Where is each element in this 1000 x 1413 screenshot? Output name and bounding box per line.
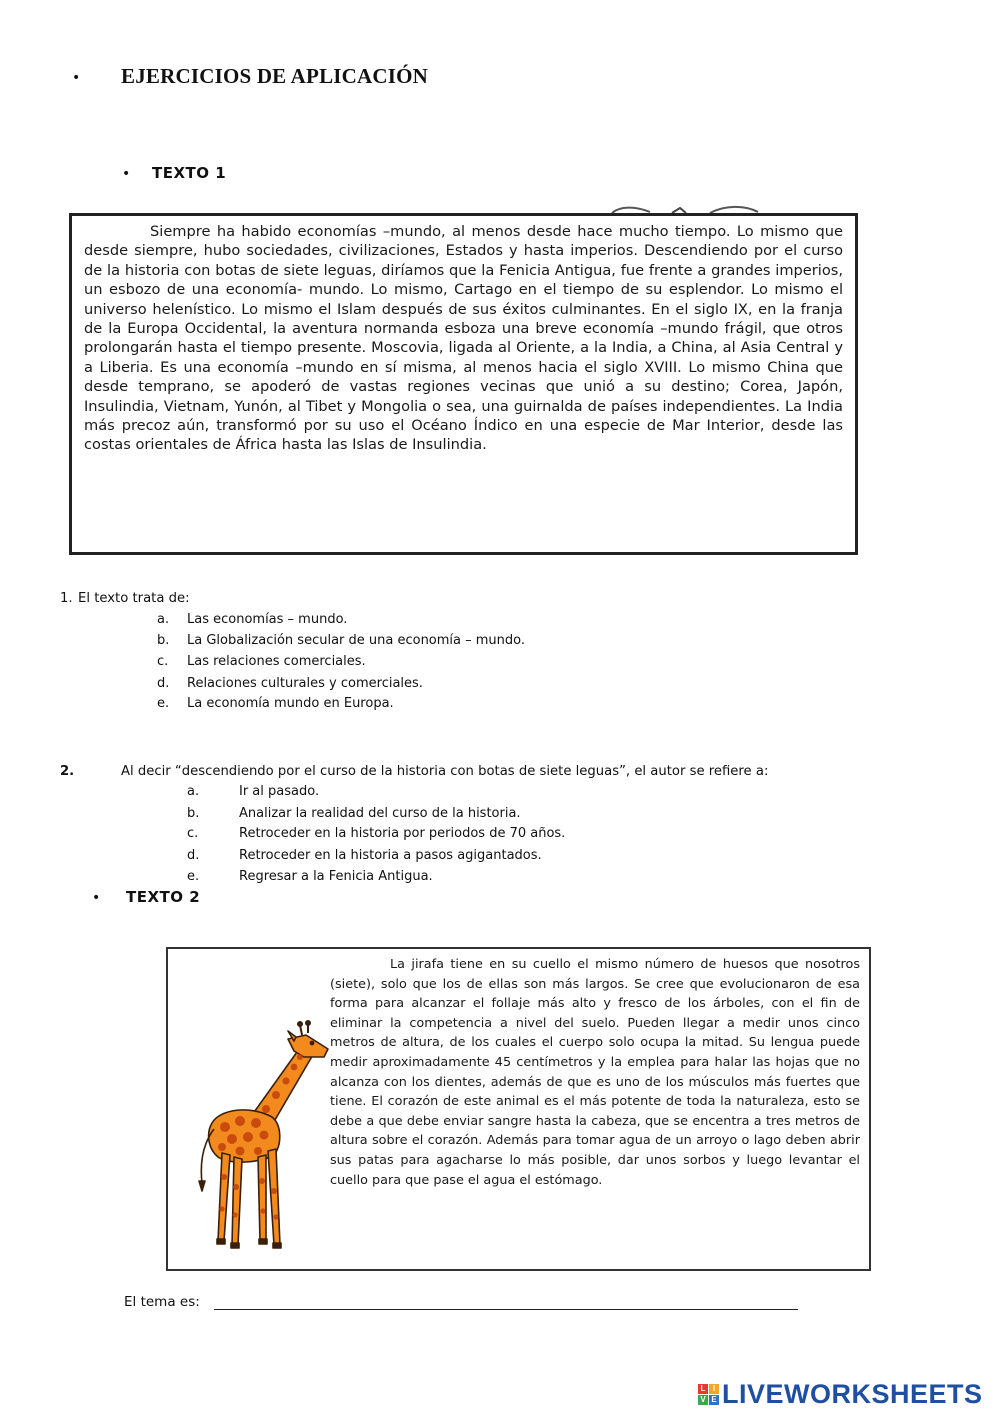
q1-option-letter: d. — [157, 676, 170, 691]
q2-option-a[interactable]: Ir al pasado. — [239, 784, 320, 799]
logo-cell: L — [698, 1384, 708, 1394]
q2-option-b[interactable]: Analizar la realidad del curso de la historia. — [239, 806, 521, 821]
tema-label: El tema es: — [124, 1294, 200, 1310]
q1-option-d[interactable]: Relaciones culturales y comerciales. — [187, 676, 423, 691]
heading-bullet: • — [72, 70, 81, 86]
q1-option-c[interactable]: Las relaciones comerciales. — [187, 654, 366, 669]
q1-option-letter: e. — [157, 696, 170, 711]
q2-option-letter: d. — [187, 848, 200, 863]
q2-option-c[interactable]: Retroceder en la historia por periodos de 70 años. — [239, 826, 566, 841]
question1-number: 1. — [60, 591, 73, 606]
texto1-passage: Siempre ha habido economías –mundo, al menos desde hace mucho tiempo. Lo mismo que desde siempre, hubo sociedades, civilizaciones, Estados y hasta imperios. Descendiendo por el curso de la historia con botas de siete leguas, diríamos que la Fenicia Antigua, fue frente a grandes imperios, un esbozo de una economía- mundo. Lo mismo, Cartago en el tiempo de su esplendor. Lo mismo el universo helenístico. Lo mismo el Islam después de sus éxitos culminantes. En el siglo IX, en la franja de la Europa Occidental, la aventura normanda esboza una breve economía –mundo frágil, que otros prolongarán hasta el tiempo presente. Moscovia, ligada al Oriente, a la India, a China, al Asia Central y a Liberia. Es una economía –mundo en sí misma, al menos hacia el siglo XVIII. Lo mismo China que desde temprano, se apoderó de vastas regiones vecinas que unió a su destino; Corea, Japón, Insulindia, Vietnam, Yunón, al Tibet y Mongolia o sea, una guirnalda de países independientes. La India más precoz aún, transformó por su uso el Océano Índico en una especie de Mar Interior, desde las costas orientales de África hasta las Islas de Insulindia. — [84, 223, 843, 454]
question2-number: 2. — [60, 764, 75, 779]
texto1-label: TEXTO 1 — [152, 164, 227, 182]
question1-text: El texto trata de: — [78, 591, 190, 606]
tema-answer-line[interactable] — [214, 1309, 798, 1310]
texto2-frame — [166, 947, 871, 1271]
texto1-bullet: • — [122, 166, 131, 182]
q1-option-letter: a. — [157, 612, 170, 627]
q1-option-letter: c. — [157, 654, 169, 669]
texto2-passage: La jirafa tiene en su cuello el mismo número de huesos que nosotros (siete), solo que los de ellas son más largos. Se cree que evolucionaron de esa forma para alcanzar el follaje más alto y fresco de los árboles, con el fin de eliminar la competencia a nivel del suelo. Pueden llegar a medir unos cinco metros de altura, de los cuales el cuerpo solo ocupa la mitad. Su lengua puede medir aproximadamente 45 centímetros y la emplea para halar las hojas que no alcanza con los dientes, además de que es uno de los músculos más fuertes que tiene. El corazón de este animal es el más potente de toda la naturaleza, esto se debe a que debe enviar sangre hasta la cabeza, que se encentra a tres metros de altura sobre el corazón. Además para tomar agua de un arroyo o lago deben abrir sus patas para agacharse lo más posible, dar unos sorbos y luego levantar el cuello para que pase el agua el estómago. — [330, 957, 860, 1188]
page-title: EJERCICIOS DE APLICACIÓN — [121, 64, 429, 88]
q1-option-b[interactable]: La Globalización secular de una economía – mundo. — [187, 633, 526, 648]
q2-option-d[interactable]: Retroceder en la historia a pasos agigantados. — [239, 848, 542, 863]
q1-option-letter: b. — [157, 633, 170, 648]
logo-cell: I — [709, 1384, 719, 1394]
logo-cell: V — [698, 1395, 708, 1405]
watermark-text: LIVEWORKSHEETS — [722, 1378, 983, 1409]
q1-option-a[interactable]: Las economías – mundo. — [187, 612, 348, 627]
q2-option-e[interactable]: Regresar a la Fenicia Antigua. — [239, 869, 433, 884]
q1-option-e[interactable]: La economía mundo en Europa. — [187, 696, 394, 711]
q2-option-letter: b. — [187, 806, 200, 821]
texto2-label: TEXTO 2 — [126, 888, 201, 906]
texto2-bullet: • — [92, 890, 101, 906]
giraffe-illustration — [190, 1005, 330, 1255]
question2-text: Al decir “descendiendo por el curso de la historia con botas de siete leguas”, el autor se refiere a: — [121, 764, 769, 779]
liveworksheets-watermark — [698, 1378, 983, 1410]
texto1-frame — [69, 213, 858, 555]
q2-option-letter: a. — [187, 784, 200, 799]
q2-option-letter: c. — [187, 826, 199, 841]
q2-option-letter: e. — [187, 869, 200, 884]
logo-cell: E — [709, 1395, 719, 1405]
liveworksheets-logo-icon — [698, 1384, 719, 1405]
